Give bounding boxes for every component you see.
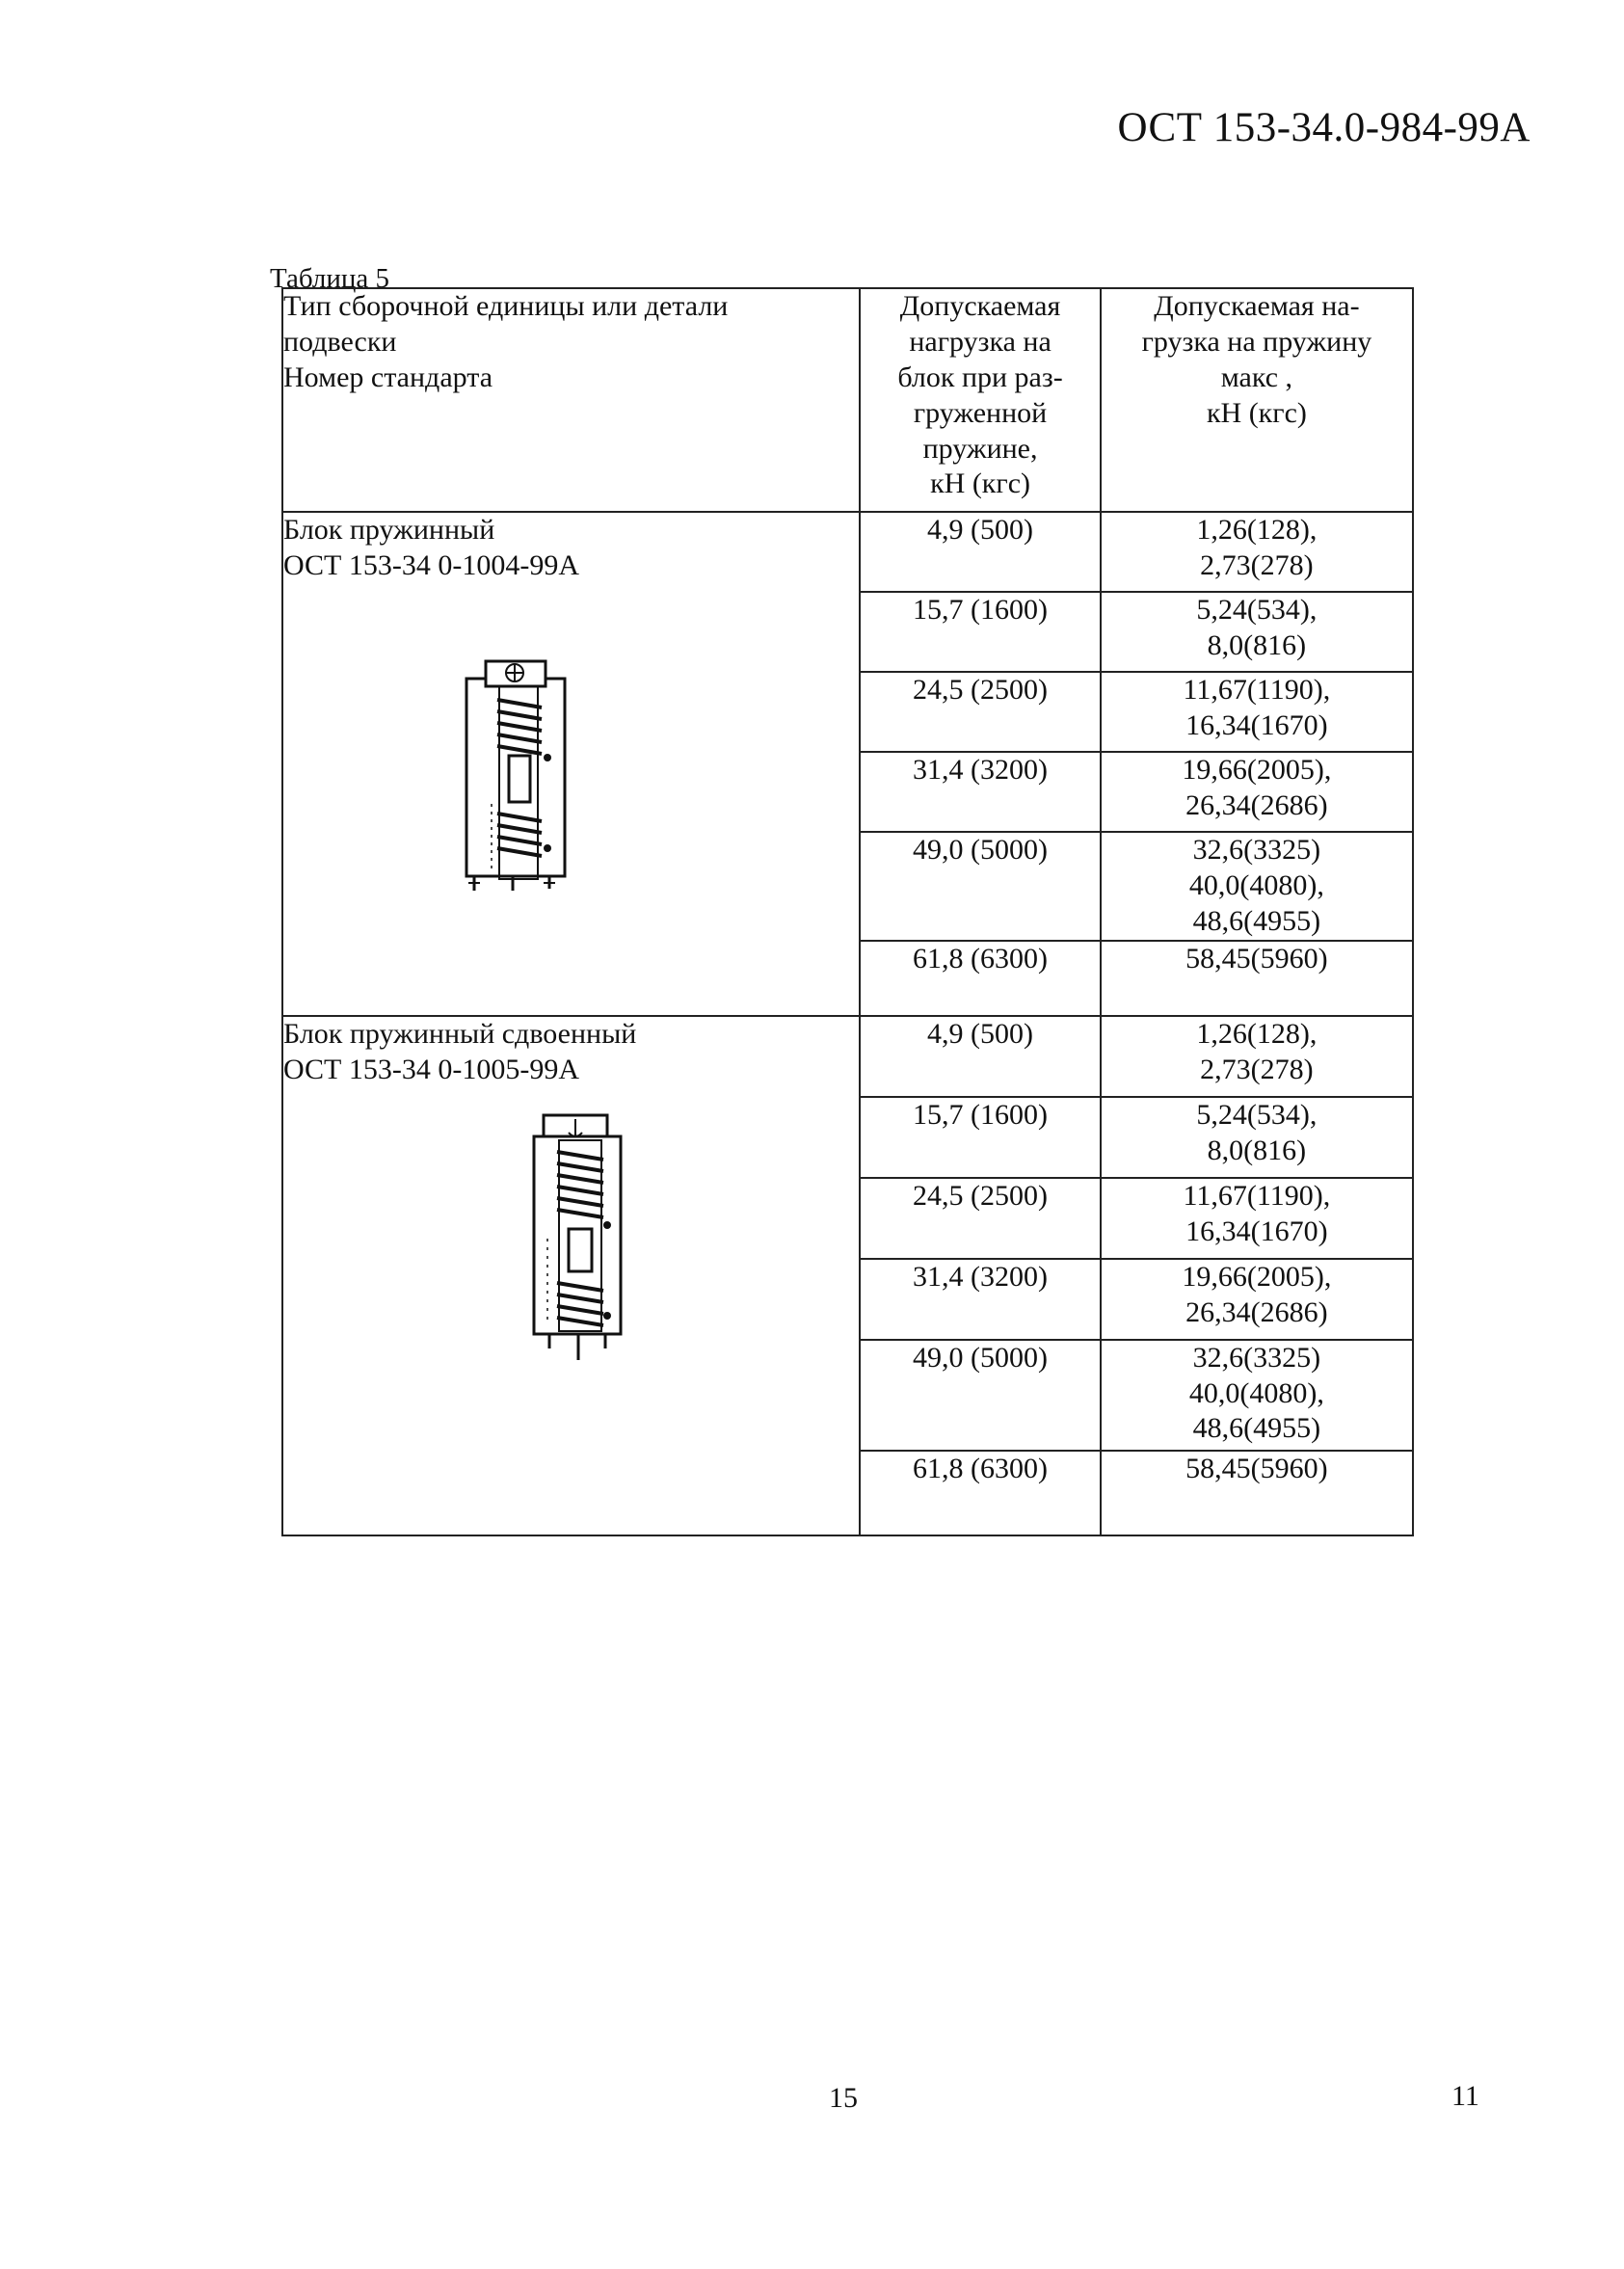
spring-load-cell: 5,24(534), 8,0(816) [1101,1097,1413,1178]
table-caption: Таблица 5 [270,263,390,294]
unit-standard: ОСТ 153-34 0-1005-99А [283,1053,580,1085]
block-load-cell: 49,0 (5000) [860,832,1101,941]
block-load-cell: 24,5 (2500) [860,672,1101,752]
block-load-cell: 24,5 (2500) [860,1178,1101,1259]
spec-table [281,287,1414,1536]
spring-load-cell: 11,67(1190), 16,34(1670) [1101,1178,1413,1259]
spring-load-cell: 32,6(3325) 40,0(4080), 48,6(4955) [1101,832,1413,941]
block-load-cell: 61,8 (6300) [860,1451,1101,1535]
block-load-cell: 49,0 (5000) [860,1340,1101,1451]
double-spring-block-drawing-icon [524,1113,630,1364]
spring-block-drawing-icon [455,659,590,895]
sheet-number: 11 [1451,2080,1479,2112]
header-spring-load: Допускаемая на- грузка на пружину макс , кН (кгс) [1101,288,1413,512]
unit-name: Блок пружинный сдвоенный [283,1017,637,1050]
page-number: 15 [829,2082,858,2114]
block-load-cell: 4,9 (500) [860,512,1101,592]
spring-load-cell: 32,6(3325) 40,0(4080), 48,6(4955) [1101,1340,1413,1451]
block-load-cell: 61,8 (6300) [860,941,1101,1016]
spring-load-cell: 19,66(2005), 26,34(2686) [1101,752,1413,832]
block-load-cell: 31,4 (3200) [860,752,1101,832]
spring-load-cell: 11,67(1190), 16,34(1670) [1101,672,1413,752]
spring-load-cell: 1,26(128), 2,73(278) [1101,1016,1413,1097]
spring-load-cell: 19,66(2005), 26,34(2686) [1101,1259,1413,1340]
table-header-row [282,288,1413,512]
unit-standard: ОСТ 153-34 0-1004-99А [283,548,580,581]
spring-load-cell: 58,45(5960) [1101,941,1413,1016]
table-row [282,1016,1413,1097]
unit-cell-double-spring-block [282,1016,860,1535]
header-unit-type: Тип сборочной единицы или детали подвески Номер стандарта [282,288,860,512]
spring-load-cell: 5,24(534), 8,0(816) [1101,592,1413,672]
block-load-cell: 4,9 (500) [860,1016,1101,1097]
block-load-cell: 15,7 (1600) [860,1097,1101,1178]
block-load-cell: 31,4 (3200) [860,1259,1101,1340]
unit-cell-spring-block [282,512,860,1016]
unit-name: Блок пружинный [283,514,495,546]
table-row [282,512,1413,592]
spring-load-cell: 1,26(128), 2,73(278) [1101,512,1413,592]
block-load-cell: 15,7 (1600) [860,592,1101,672]
spring-load-cell: 58,45(5960) [1101,1451,1413,1535]
document-code: ОСТ 153-34.0-984-99А [1117,105,1531,150]
header-block-load: Допускаемая нагрузка на блок при раз- груженной пружине, кН (кгс) [860,288,1101,512]
